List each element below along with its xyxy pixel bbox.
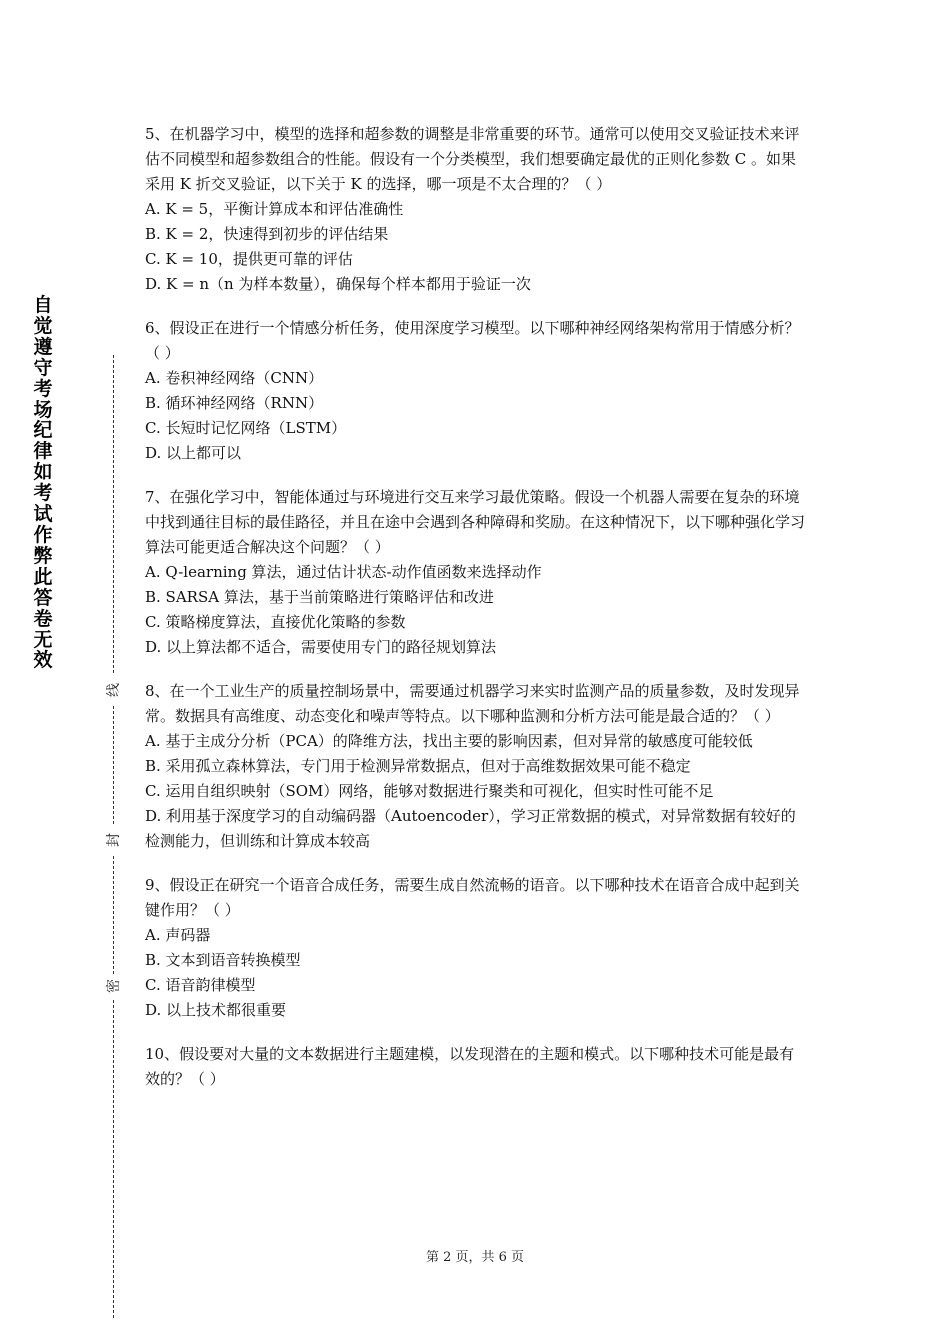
- option-a: A. 卷积神经网络（CNN）: [145, 369, 324, 387]
- question-stem: 7、在强化学习中，智能体通过与环境进行交互来学习最优策略。假设一个机器人需要在复杂的环境中找到通往目标的最佳路径，并且在途中会遇到各种障碍和奖励。在这种情况下，以下哪种强化学习算法可能更适合解决这个问题？（ ）: [145, 488, 806, 556]
- binding-close-label: 密: [106, 979, 122, 993]
- option-c: C. 运用自组织映射（SOM）网络，能够对数据进行聚类和可视化，但实时性可能不足: [145, 782, 714, 800]
- exam-discipline-notice: 自觉遵守考场纪律如考试作弊此答卷无效: [33, 294, 53, 672]
- binding-line-segment: [113, 355, 114, 673]
- option-a: A. 基于主成分分析（PCA）的降维方法，找出主要的影响因素，但对异常的敏感度可能较低: [145, 732, 753, 750]
- binding-line-segment: [113, 1000, 114, 1318]
- question-10: [145, 1042, 809, 1092]
- question-7: [145, 485, 809, 660]
- question-list: [145, 122, 809, 1111]
- option-b: B. SARSA 算法，基于当前策略进行策略评估和改进: [145, 588, 494, 606]
- option-c: C. 长短时记忆网络（LSTM）: [145, 419, 347, 437]
- option-b: B. K = 2，快速得到初步的评估结果: [145, 225, 389, 243]
- question-8: [145, 679, 809, 854]
- option-d: D. 以上技术都很重要: [145, 1001, 287, 1019]
- option-a: A. 声码器: [145, 926, 211, 944]
- option-c: C. 策略梯度算法，直接优化策略的参数: [145, 613, 406, 631]
- option-d: D. 以上都可以: [145, 444, 242, 462]
- question-stem: 5、在机器学习中，模型的选择和超参数的调整是非常重要的环节。通常可以使用交叉验证技术来评估不同模型和超参数组合的性能。假设有一个分类模型，我们想要确定最优的正则化参数 C 。如果采用 K 折交叉验证，以下关于 K 的选择，哪一项是不太合理的？（ ）: [145, 125, 800, 193]
- binding-line-segment: [113, 856, 114, 974]
- option-c: C. K = 10，提供更可靠的评估: [145, 250, 353, 268]
- option-d: D. K = n（n 为样本数量），确保每个样本都用于验证一次: [145, 275, 531, 293]
- binding-seal-label: 封: [106, 833, 122, 847]
- option-d: D. 利用基于深度学习的自动编码器（Autoencoder），学习正常数据的模式，对异常数据有较好的检测能力，但训练和计算成本较高: [145, 807, 796, 850]
- question-stem: 10、假设要对大量的文本数据进行主题建模，以发现潜在的主题和模式。以下哪种技术可能是最有效的？（ ）: [145, 1045, 795, 1088]
- question-stem: 8、在一个工业生产的质量控制场景中，需要通过机器学习来实时监测产品的质量参数，及时发现异常。数据具有高维度、动态变化和噪声等特点。以下哪种监测和分析方法可能是最合适的？（ ）: [145, 682, 800, 725]
- question-6: [145, 316, 809, 466]
- option-c: C. 语音韵律模型: [145, 976, 256, 994]
- page-number: 第 2 页，共 6 页: [425, 1250, 525, 1265]
- binding-line-label: 线: [106, 683, 122, 697]
- option-a: A. K = 5，平衡计算成本和评估准确性: [145, 200, 404, 218]
- binding-line-segment: [113, 706, 114, 824]
- question-stem: 9、假设正在研究一个语音合成任务，需要生成自然流畅的语音。以下哪种技术在语音合成中起到关键作用？（ ）: [145, 876, 800, 919]
- option-d: D. 以上算法都不适合，需要使用专门的路径规划算法: [145, 638, 497, 656]
- option-b: B. 循环神经网络（RNN）: [145, 394, 324, 412]
- question-9: [145, 873, 809, 1023]
- question-5: [145, 122, 809, 297]
- question-stem: 6、假设正在进行一个情感分析任务，使用深度学习模型。以下哪种神经网络架构常用于情感分析？（ ）: [145, 319, 800, 362]
- option-b: B. 采用孤立森林算法，专门用于检测异常数据点，但对于高维数据效果可能不稳定: [145, 757, 691, 775]
- option-b: B. 文本到语音转换模型: [145, 951, 301, 969]
- option-a: A. Q-learning 算法，通过估计状态-动作值函数来选择动作: [145, 563, 542, 581]
